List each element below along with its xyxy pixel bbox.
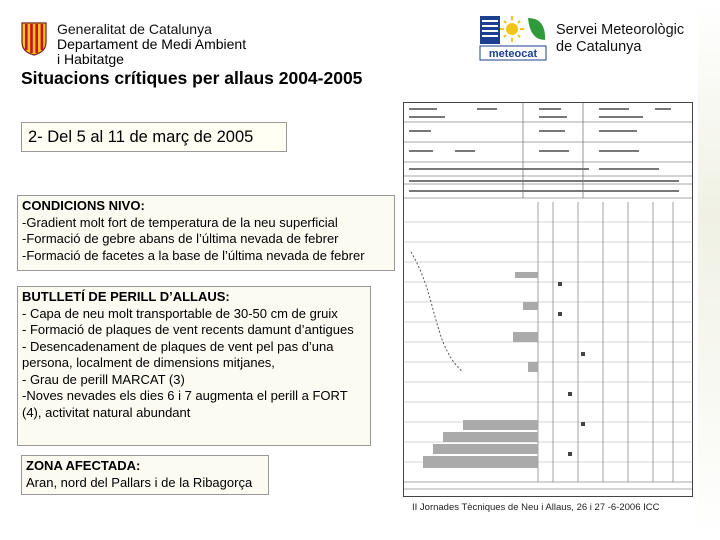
- service-line-1: Servei Meteorològic: [556, 22, 685, 38]
- meteocat-logo-text: meteocat: [488, 48, 538, 60]
- bulletin-line: -Noves nevades els dies 6 i 7 augmenta el perill a FORT (4), activitat natural abundant: [22, 388, 348, 420]
- bulletin-line: - Desencadenament de plaques de vent pel pas d’una persona, localment de dimensions mitjanes,: [22, 338, 334, 370]
- avalanche-bulletin-box: [17, 286, 371, 446]
- org-line-1: Generalitat de Catalunya: [57, 21, 212, 37]
- affected-zone-box: [21, 455, 269, 495]
- nivo-line: -Gradient molt fort de temperatura de la neu superficial: [22, 214, 338, 230]
- gencat-org-text: [57, 22, 246, 67]
- org-line-2: Departament de Medi Ambient: [57, 36, 247, 52]
- period-label: 2- Del 5 al 11 de març de 2005: [28, 128, 254, 146]
- nivo-heading: CONDICIONS NIVO:: [22, 198, 145, 213]
- service-line-2: de Catalunya: [556, 39, 642, 55]
- snow-profile-sheet: [403, 102, 693, 497]
- decorative-side-strip: [698, 0, 720, 540]
- gencat-coat-of-arms-icon: [21, 22, 47, 56]
- zone-heading: ZONA AFECTADA:: [26, 458, 141, 473]
- bulletin-line: - Formació de plaques de vent recents damunt d’antigues: [22, 322, 354, 337]
- org-line-3: i Habitatge: [57, 51, 124, 67]
- bulletin-line: - Grau de perill MARCAT (3): [22, 371, 185, 387]
- nivo-line: -Formació de gebre abans de l’última nevada de febrer: [22, 231, 339, 246]
- nivo-line: -Formació de facetes a la base de l’última nevada de febrer: [22, 247, 365, 263]
- footer-text: II Jornades Tècniques de Neu i Allaus, 26 i 27 -6-2006 ICC: [412, 502, 660, 513]
- zone-text: Aran, nord del Pallars i de la Ribagorça: [26, 474, 253, 490]
- page-title: Situacions crítiques per allaus 2004-2005: [21, 68, 363, 88]
- meteocat-weather-logo-icon: [478, 14, 548, 62]
- period-box: [21, 122, 287, 152]
- bulletin-heading: BUTLLETÍ DE PERILL D’ALLAUS:: [22, 289, 230, 304]
- bulletin-line: - Capa de neu molt transportable de 30-50 cm de gruix: [22, 305, 338, 321]
- nivo-conditions-box: [17, 195, 395, 271]
- service-name: [556, 22, 684, 56]
